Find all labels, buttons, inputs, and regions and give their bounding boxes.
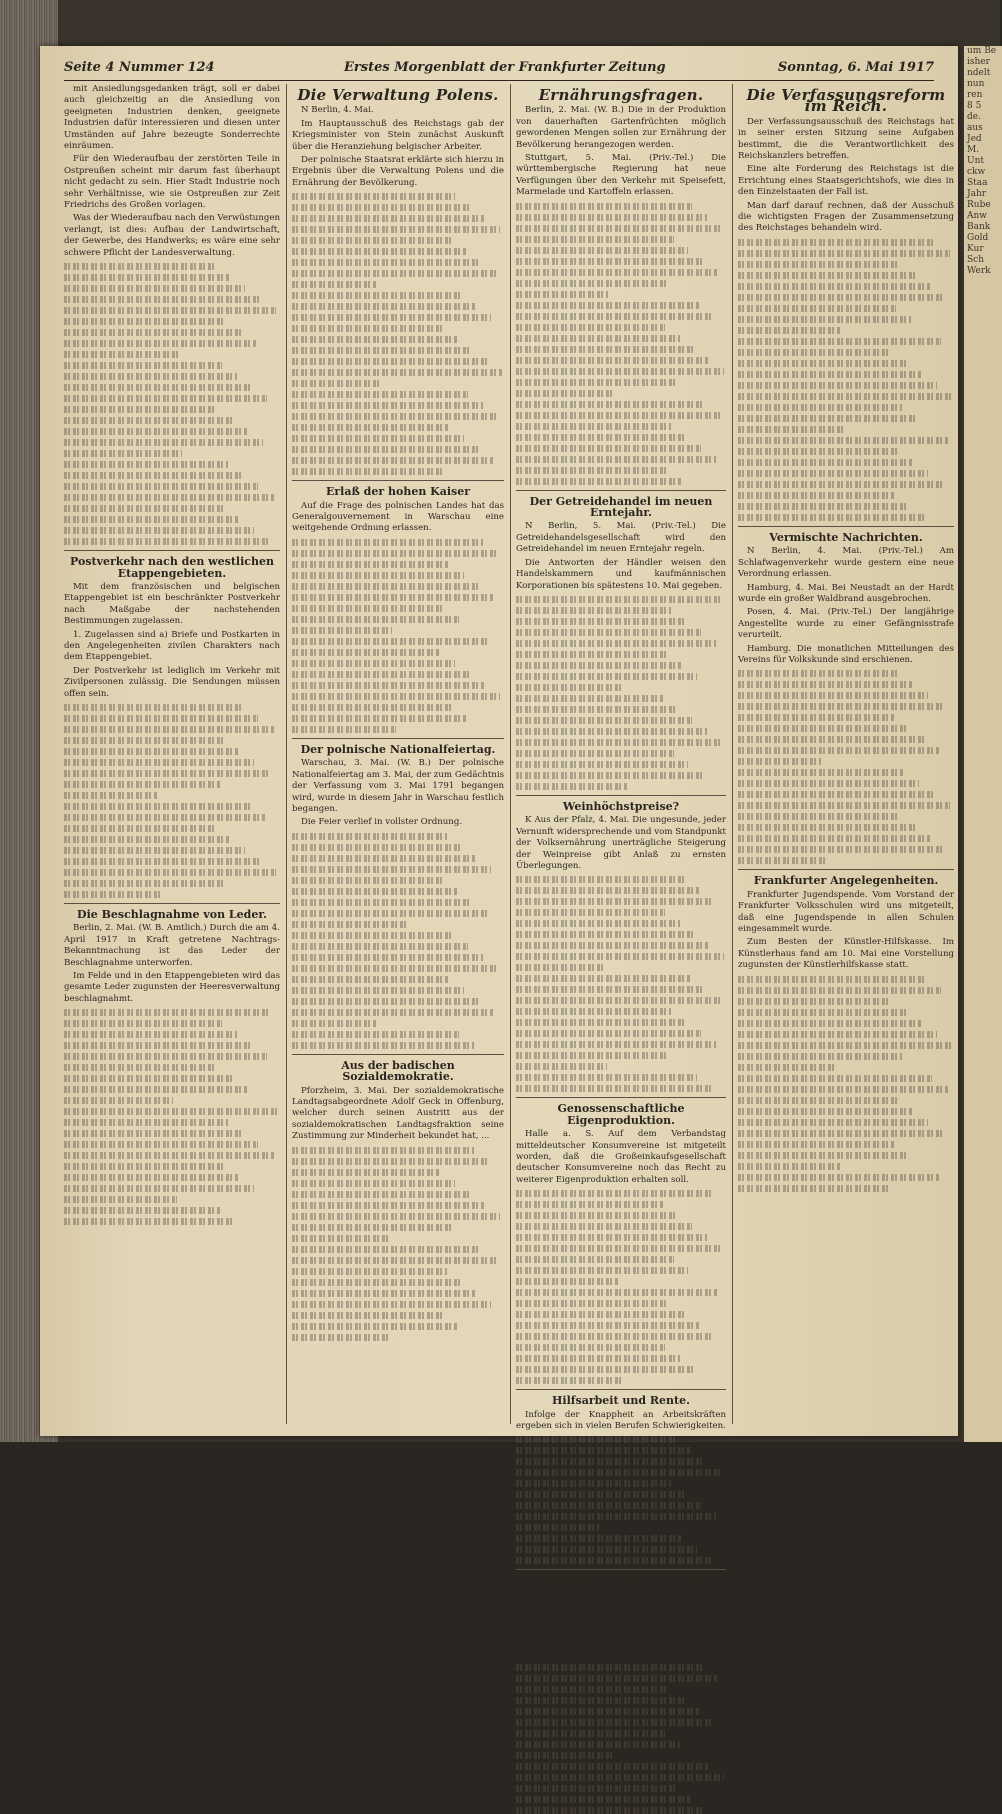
article-heading: Postverkehr nach den westlichen Etappengebieten. [70, 555, 274, 580]
article-heading: Der polnische Nationalfeiertag. [300, 742, 496, 756]
newspaper-title: Erstes Morgenblatt der Frankfurter Zeitung [344, 60, 666, 75]
body-text-texture [516, 1436, 726, 1564]
article-paragraph: Der polnische Staatsrat erklärte sich hierzu in Ergebnis über die Verwaltung Polens und die Ernährung der Bevölkerung. [292, 155, 504, 188]
article-paragraph: Stuttgart, 5. Mai. (Priv.-Tel.) Die württembergische Regierung hat neue Verfügungen über den Verkehr mit Speisefett, Marmelade und Kartoffeln erlassen. [516, 153, 726, 198]
body-text-texture [738, 670, 954, 864]
issue-date: Sonntag, 6. Mai 1917 [777, 60, 934, 75]
section-divider [292, 738, 504, 739]
article-lead: Frankfurter Jugendspende. Vom Vorstand der Frankfurter Volksschulen wird uns mitgeteilt, daß eine Jugendspende in allen Schulen eingesammelt wurde. [738, 889, 954, 934]
section-divider [516, 1097, 726, 1098]
article-heading: Vermischte Nachrichten. [769, 530, 923, 544]
section-divider [64, 550, 280, 551]
body-text-texture [64, 704, 280, 898]
article-lead: Infolge der Knappheit an Arbeitskräften ergeben sich in vielen Berufen Schwierigkeiten. [516, 1409, 726, 1431]
article-paragraph: Eine alte Forderung des Reichstags ist die Errichtung eines Staatsgerichtshofs, wie dies in den Einzelstaaten der Fall ist. [738, 164, 954, 198]
article-heading: Der Getreidehandel im neuen Erntejahr. [529, 494, 713, 520]
article-paragraph: Posen, 4. Mai. (Priv.-Tel.) Der langjährige Angestellte wurde zu einer Gefängnisstrafe verurteilt. [738, 607, 954, 641]
article-lead: Der Verfassungsausschuß des Reichstags hat in seiner ersten Sitzung seine Aufgaben bestimmt, die die Verantwortlichkeit des Reichskanzlers betreffen. [738, 116, 954, 162]
article-heading: Ernährungsfragen. [538, 86, 704, 104]
body-text-texture [292, 193, 504, 475]
article-paragraph: Im Felde und in den Etappengebieten wird das gesamte Leder zugunsten der Heeresverwaltung beschlagnahmt. [64, 971, 280, 1004]
column-rule [732, 84, 733, 1424]
article-heading: Aus der badischen Sozialdemokratie. [341, 1058, 455, 1084]
column-4 [738, 84, 954, 1434]
article-paragraph: Die Feier verlief in vollster Ordnung. [301, 817, 463, 828]
article-heading: Hilfsarbeit und Rente. [552, 1394, 690, 1408]
body-text-texture [516, 596, 726, 790]
article-heading: Erlaß der hohen Kaiser [326, 485, 470, 499]
article-paragraph: Im Hauptausschuß des Reichstags gab der Kriegsminister von Stein zunächst Auskunft über die Heranziehung belgischer Arbeiter. [292, 118, 504, 152]
body-text-texture [64, 263, 280, 545]
article-heading: Genossenschaftliche Eigenproduktion. [557, 1102, 685, 1127]
body-text-texture [738, 239, 954, 521]
body-text-texture [292, 833, 504, 1049]
section-divider [516, 795, 726, 796]
body-text-texture [516, 1190, 726, 1384]
article-heading: Die Verfassungsreform im Reich. [746, 86, 946, 116]
section-divider [516, 1569, 726, 1570]
article-paragraph: Hamburg, 4. Mai. Bei Neustadt an der Hardt wurde ein großer Waldbrand ausgebrochen. [738, 582, 954, 604]
article-heading: Die Beschlagnahme von Leder. [77, 907, 267, 921]
article-lead: Halle a. S. Auf dem Verbandstag mitteldeutscher Konsumvereine ist mitgeteilt worden, daß die Großeinkaufsgesellschaft deutscher Konsumvereine noch das Recht zu weiterer Eigenproduktion erhalten soll. [516, 1129, 726, 1185]
section-divider [292, 480, 504, 481]
article-paragraph: Was der Wiederaufbau nach den Verwüstungen verlangt, ist dies: Aufbau der Landwirtschaft, der Gewerbe, des Handwerks; es wäre eine sehr schwere Pflicht der Landesverwaltung. [64, 213, 280, 258]
article-paragraph: Der Postverkehr ist lediglich im Verkehr mit Zivilpersonen zulässig. Die Sendungen müssen offen sein. [64, 665, 280, 699]
article-lead: Pforzheim, 3. Mai. Der sozialdemokratische Landtagsabgeordnete Adolf Geck in Offenburg, welcher durch seinen Austritt aus der sozialdemokratischen Landtagsfraktion seine Zustimmung zur Minderheit bekundet hat, ... [292, 1085, 504, 1142]
article-paragraph: Die Antworten der Händler weisen den Handelskammern und kaufmännischen Korporationen bis spätestens 10. Mai gegeben. [516, 557, 726, 591]
article-lead: K Aus der Pfalz, 4. Mai. Die ungesunde, jeder Vernunft widersprechende und vom Standpunkt der Volksernährung unerträgliche Steigerung der Weinpreise gibt Anlaß zu ernsten Überlegungen. [516, 815, 726, 871]
section-divider [516, 1389, 726, 1390]
column-3 [516, 84, 726, 1659]
adjacent-page-strip: um Be isher ndelt nun ren 8 5 de. aus Jed M. Unt ckw Staa Jahr Rube Anw Bank Gold Kur Sch Werk [962, 46, 1002, 1442]
article-heading: Frankfurter Angelegenheiten. [753, 874, 939, 888]
section-divider [292, 1054, 504, 1055]
article-lead: mit Ansiedlungsgedanken trägt, soll er dabei auch gleichzeitig an die Ansiedlung von geeigneten Industrien denken, geeignete Industrien dafür interessieren und diesen unter Umständen auf Jahre bezeugte Sonderrechte einräumen. [64, 84, 280, 152]
article-lead: N Berlin, 5. Mai. (Priv.-Tel.) Die Getreidehandelsgesellschaft wird den Getreidehandel im neuen Erntejahr regeln. [516, 521, 726, 555]
article-lead: N Berlin, 4. Mai. [301, 105, 374, 116]
section-divider [738, 526, 954, 527]
masthead [64, 58, 934, 81]
body-text-texture [516, 203, 726, 485]
article-heading: Weinhöchstpreise? [562, 799, 680, 813]
article-paragraph: Man darf darauf rechnen, daß der Ausschuß die wichtigsten Fragen der Zusammensetzung des Reichstages behandeln wird. [738, 200, 954, 234]
page-number: Seite 4 Nummer 124 [64, 60, 215, 75]
article-paragraph: Für den Wiederaufbau der zerstörten Teile in Ostpreußen scheint mir darum fast überhaupt nicht gedacht zu sein. Hier Stadt Industrie noch sehr Verhältnisse, wie sie Ostpreußen zur Zeit Friedrichs des Großen vorlagen. [64, 154, 280, 211]
article-paragraph: Auf die Frage des polnischen Landes hat das Generalgouvernement in Warschau eine weitgehende Ordnung erlassen. [292, 500, 504, 534]
column-rule [286, 84, 287, 1424]
article-lead: Berlin, 2. Mai. (W. B.) Die in der Produktion von dauerhaften Gartenfrüchten möglich gewordenen Mengen sollen zur Ernährung der Bevölkerung herangezogen werden. [516, 105, 726, 150]
article-paragraph: Zum Besten der Künstler-Hilfskasse. Im Künstlerhaus fand am 10. Mai eine Vorstellung zugunsten der Künstlerhilfskasse statt. [738, 937, 954, 971]
article-lead: Berlin, 2. Mai. (W. B. Amtlich.) Durch die am 4. April 1917 in Kraft getretene Nachtrags-Bekanntmachung ist das Leder der Beschlagnahme unterworfen. [64, 923, 280, 968]
column-rule [510, 84, 511, 1424]
body-text-texture [516, 1664, 726, 1814]
column-2 [292, 84, 504, 1434]
article-lead: Warschau, 3. Mai. (W. B.) Der polnische Nationalfeiertag am 3. Mai, der zum Gedächtnis der Verfassung vom 3. Mai 1791 begangen wird, wurde in diesem Jahr in Warschau festlich begangen. [292, 758, 504, 814]
article-lead: Amsterdam, 4. Mai. (W. B.) Die Times meldet vom 28. April amtliche Verluste von 400 Offizieren und 4880 Mann. [516, 1589, 726, 1623]
section-divider [64, 903, 280, 904]
body-text-texture [738, 976, 954, 1192]
article-paragraph: Haag, 4. Mai. (W. B.) Der Präsident der Zweiten Kammer erklärte Kriegsminister Bosboom in Beantwortung einer Anfrage. [516, 1626, 726, 1659]
article-heading: Kleine Kriegsmeldungen. [542, 1574, 700, 1588]
body-text-texture [292, 539, 504, 733]
body-text-texture [292, 1147, 504, 1341]
article-heading: Die Verwaltung Polens. [297, 86, 499, 104]
article-lead: Mit dem französischen und belgischen Etappengebiet ist ein beschränkter Postverkehr nach Maßgabe der nachstehenden Bestimmungen zugelassen. [64, 581, 280, 627]
article-paragraph: Hamburg. Die monatlichen Mitteilungen des Vereins für Volkskunde sind erschienen. [738, 643, 954, 665]
article-paragraph: 1. Zugelassen sind a) Briefe und Postkarten in den Angelegenheiten zivilen Charakters nach dem Etappengebiet. [64, 629, 280, 663]
section-divider [738, 869, 954, 870]
body-text-texture [64, 1009, 280, 1225]
body-text-texture [516, 876, 726, 1092]
column-1 [64, 84, 280, 1434]
section-divider [516, 490, 726, 491]
article-lead: N Berlin, 4. Mai. (Priv.-Tel.) Am Schlafwagenverkehr wurde gestern eine neue Verordnung erlassen. [738, 546, 954, 580]
